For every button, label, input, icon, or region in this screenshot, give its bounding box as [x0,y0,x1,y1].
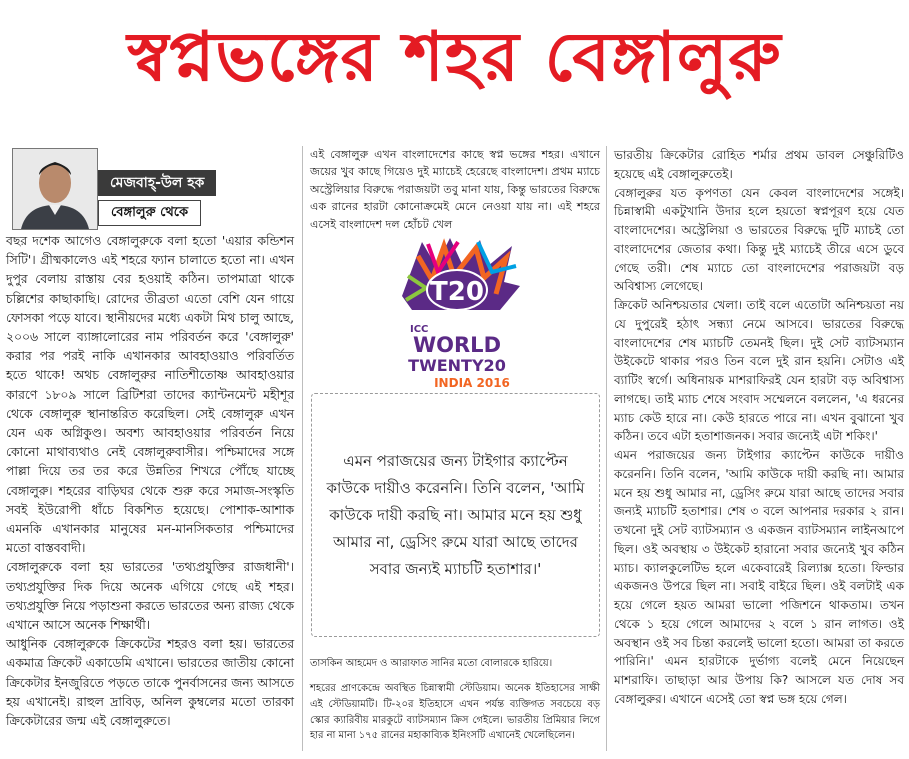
author-photo [12,148,98,230]
paragraph: বেঙ্গালুরুকে বলা হয় ভারতের 'তথ্যপ্রযুক্তির রাজধানী'। তথ্যপ্রযুক্তির দিক দিয়ে অনেক এগিয়ে গেছে এই শহর। তথ্যপ্রযুক্তি নিয়ে পড়াশুনা করতে ভারতের অন্য রাজ্য থেকে এখানে আসে অনেক শিক্ষার্থী। [6,560,294,633]
logo-icc: ICC [410,324,429,335]
paragraph: এই বেঙ্গালুরু এখন বাংলাদেশের কাছে স্বপ্ন ভঙ্গের শহর। এখানে জয়ের খুব কাছে গিয়েও দুই ম্যাচেই হেরেছে বাংলাদেশ। প্রথম ম্যাচে অস্ট্রেলিয়ার বিরুদ্ধে পরাজয়টা তবু মানা যায়, কিন্তু ভারতের বিরুদ্ধে এক রানের হারটা কোনোক্রমেই মেনে নেওয়া যায় না। এই শহরে এসেই বাংলাদেশ দল হোঁচট খেল [310,148,600,231]
headline: স্বপ্নভঙ্গের শহর বেঙ্গালুরু [127,17,782,97]
author-name: মেজবাহ্-উল হক [98,170,216,196]
article-column-2-continued [310,646,600,754]
paragraph: বেঙ্গালুরুর যত কৃপণতা যেন কেবল বাংলাদেশের সঙ্গেই। চিন্নাস্বামী একটুখানি উদার হলে হয়তো স্বপ্নপূরণ হয়ে যেত বাংলাদেশের। অস্ট্রেলিয়া ও ভারতের বিরুদ্ধে দুটি ম্যাচই তো বাংলাদেশের জেতার কথা। কিন্তু দুই ম্যাচেই তীরে এসে ডুবে গেছে তরী। শেষ ম্যাচে তো বাংলাদেশের পরাজয়টা বড় অবিশ্বাস্য লেগেছে। [614,185,904,294]
t20-world-cup-logo [388,236,526,392]
logo-line1: WORLD [413,333,501,357]
paragraph: তাসকিন আহমেদ ও আরাফাত সানির মতো বোলারকে হারিয়ে। [310,657,553,669]
article-column-3 [614,146,904,709]
logo-badge: T20 [430,277,484,307]
logo-line2: TWENTY20 [408,356,506,375]
pull-quote-text: এমন পরাজয়ের জন্য টাইগার ক্যাপ্টেন কাউকে দায়ীও করেননি। তিনি বলেন, 'আমি কাউকে দায়ী করছি না। আমার মনে হয় শুধু আমার না, ড্রেসিং রুমে যারা আছে তাদের সবার জন্যই ম্যাচটি হতাশার।' [326,451,585,578]
t20-logo-icon [388,236,526,392]
paragraph: আধুনিক বেঙ্গালুরুকে ক্রিকেটের শহরও বলা হয়। ভারতের একমাত্র ক্রিকেট একাডেমি এখানে। ভারতের জাতীয় কোনো ক্রিকেটার ইনজুরিতে পড়তে তাকে পুনর্বাসনের জন্য আসতে হয় এখানেই। রাহুল দ্রাবিড়, অনিল কুম্বলের মতো তারকা ক্রিকেটারের জন্ম এই বেঙ্গালুরুতে। [6,637,294,729]
paragraph: ক্রিকেট অনিশ্চয়তার খেলা। তাই বলে এতোটা অনিশ্চয়তা নয় যে দুপুরেই হঠাৎ সন্ধ্যা নেমে আসবে। ভারতের বিরুদ্ধে বাংলাদেশের শেষ ম্যাচটি তেমনই ছিল। দুই সেট ব্যাটসম্যান উইকেটে থাকার পরও তিন বলে দুই রান হয়নি। সেটাও এই ব্যাটিং স্বর্গে। অধিনায়ক মাশরাফিরই যেন হারটা বড় অবিশ্বাস্য লাগছে। তাই ম্যাচ শেষে সংবাদ সম্মেলনে বললেন, 'এ ধরনের ম্যাচ কেউ হারে না। কেউ হারতে পারে না। এখন বুঝানো খুব কঠিন। তবে এটা হতাশাজনক। সবার জন্যেই এটা শকিং।' [614,298,904,444]
author-photo-icon [13,149,97,229]
column-divider [302,146,303,751]
paragraph: বছর দশেক আগেও বেঙ্গালুরুকে বলা হতো 'এয়ার কন্ডিশন সিটি'। গ্রীষ্মকালেও এই শহরে ফ্যান চালাতে হতো না। এখন দুপুর বেলায় রাস্তায় বের হওয়াই কঠিন। তাপমাত্রা থাকে চল্লিশের কাছাকাছি। রোদের তীব্রতা এতো বেশি যেন গায়ে ফোসকা পড়ে যাবে। স্থানীয়দের মধ্যে একটা মিথ চালু আছে, ২০০৬ সালে ব্যাঙ্গালোরের নাম পরিবর্তন করে 'বেঙ্গালুরু' করার পর পরই নাকি এখানকার আবহাওয়াও পরিবর্তিত হতে থাকে! অথচ বেঙ্গালুরুর নাতিশীতোষ্ণ আবহাওয়ার কারণে ১৮০৯ সালে ব্রিটিশরা তাদের ক্যান্টনমেন্ট মহীশূর থেকে বেঙ্গালুরু স্থানান্তরিত করেছিল। সেই বেঙ্গালুরু এখন যেন এক অগ্নিকুণ্ড। অবশ্য আবহাওয়ার পরিবর্তন নিয়ে কোনো মাথাব্যথাও নেই বেঙ্গালুরুবাসীর। পশ্চিমাদের সঙ্গে পাল্লা দিয়ে তর তর করে উন্নতির শিখরে পৌঁছে যাচ্ছে বেঙ্গালুরু। শহরের বাড়িঘর থেকে শুরু করে সমাজ-সংস্কৃতি সবই ইউরোপী ধাঁচে বিকশিত হয়েছে। পোশাক-আশাক এমনকি এখানকার মানুষের মন-মানসিকতার পশ্চিমাদের মতো বাস্তববাদী। [6,234,294,556]
paragraph: এমন পরাজয়ের জন্য টাইগার ক্যাপ্টেন কাউকে দায়ীও করেননি। তিনি বলেন, 'আমি কাউকে দায়ী করছি না। আমার মনে হয় শুধু আমার না, ড্রেসিং রুমে যারা আছে তাদের সবার জন্যই ম্যাচটি হতাশার। শেষ ৩ বলে আপনার দরকার ২ রান। তখনো দুই সেট ব্যাটসম্যান ও একজন ব্যাটসম্যান লাইনআপে ছিল। ওই অবস্থায় ৩ উইকেট হারানো সবার জন্যেই খুব কঠিন ম্যাচ। ক্যালকুলেটিভ হলে একেবারেই রিল্যাক্স হতো। ফিল্ডার একজনও উপরে ছিল না। সবাই বাইরে ছিল। ওই বলটাই এক হয়ে গেলে হয়ত আমরা ভালো পজিশনে থাকতাম। তখন থেকে ১ হয়ে গেলে আমাদের ২ বলে ১ রান লাগত। ওই অবস্থান ওই সব চিন্তা করলেই ভালো হতো। আমরা তা করতে পারিনি।' এমন হারটাকে দুর্ভাগ্য বলেই মেনে নিয়েছেন মাশরাফি। তাছাড়া আর উপায় কি? আসলে যত দোষ সব বেঙ্গালুরুর। এখানে এসেই তো স্বপ্ন ভঙ্গ হয়ে গেল। [614,448,904,706]
paragraph: শহরের প্রাণকেন্দ্রে অবস্থিত চিন্নাস্বামী স্টেডিয়াম। অনেক ইতিহাসের সাক্ষী এই স্টেডিয়ামটি। টি-২০র ইতিহাসে এখন পর্যন্ত ব্যক্তিগত সবচেয়ে বড় স্কোর ক্যারিবীয় মারকুটে ব্যাটসম্যান ক্রিস গেইলে। ভারতীয় প্রিমিয়ার লিগে হার না মানা ১৭৫ রানের মহাকাব্যিক ইনিংসটি এখানেই খেলেছিলেন। [310,683,600,742]
logo-line3: INDIA 2016 [434,376,510,390]
pull-quote [311,393,600,637]
article-column-1 [6,232,294,731]
byline [6,148,294,230]
article-column-2 [310,146,600,233]
dateline: বেঙ্গালুরু থেকে [98,200,201,226]
column-divider [606,146,607,751]
paragraph: ভারতীয় ক্রিকেটার রোহিত শর্মার প্রথম ডাবল সেঞ্চুরিটিও হয়েছে এই বেঙ্গালুরুতেই। [614,148,904,181]
